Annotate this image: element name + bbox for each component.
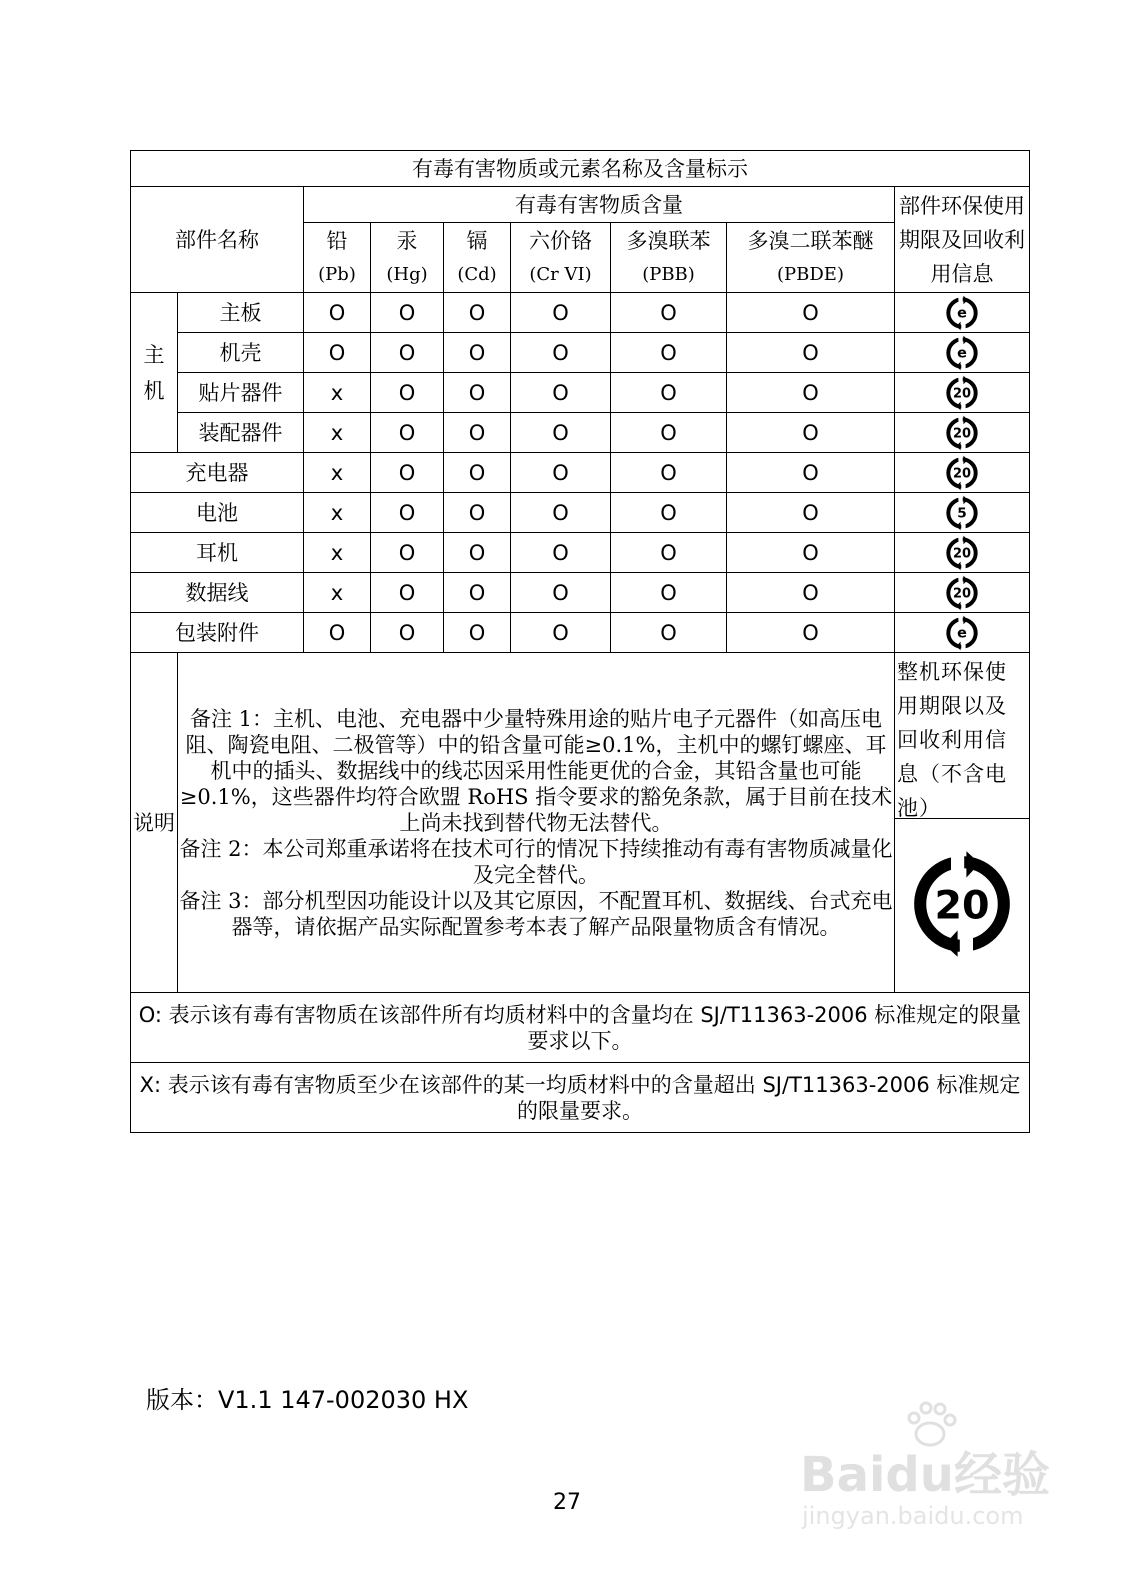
substance-symbol: (Pb) xyxy=(318,263,356,285)
part-name: 机壳 xyxy=(178,333,304,373)
substance-mark: O xyxy=(371,453,444,493)
substance-mark: O xyxy=(511,533,611,573)
substance-symbol: (Hg) xyxy=(386,263,428,285)
substance-mark: O xyxy=(727,573,895,613)
substance-mark: O xyxy=(727,533,895,573)
footnote-x: X: 表示该有毒有害物质至少在该部件的某一均质材料中的含量超出 SJ/T11363-2006 标准规定的限量要求。 xyxy=(131,1063,1030,1133)
part-name: 包装附件 xyxy=(131,613,304,653)
substance-mark: O xyxy=(511,293,611,333)
table-title: 有毒有害物质或元素名称及含量标示 xyxy=(131,151,1030,187)
substance-mark: O xyxy=(611,293,727,333)
watermark-brand: Baidu经验 xyxy=(800,1447,1050,1503)
substance-mark: x xyxy=(304,533,371,573)
epup-e-icon xyxy=(944,615,980,651)
substance-mark: O xyxy=(727,613,895,653)
epup-e-icon xyxy=(944,295,980,331)
substance-mark: O xyxy=(727,333,895,373)
substance-mark: O xyxy=(511,413,611,453)
whole-epup-text: 整机环保使用期限以及回收利用信息（不含电池） xyxy=(895,653,1029,819)
part-name: 耳机 xyxy=(131,533,304,573)
substance-mark: O xyxy=(611,613,727,653)
part-name: 主板 xyxy=(178,293,304,333)
substance-header-3 xyxy=(511,223,611,293)
substance-mark: O xyxy=(611,413,727,453)
epup-cell xyxy=(895,493,1030,533)
substance-name: 多溴联苯 xyxy=(626,228,711,253)
table-row xyxy=(131,453,1030,493)
table-row xyxy=(131,333,1030,373)
epup-cell xyxy=(895,373,1030,413)
substance-mark: O xyxy=(611,333,727,373)
epup-cell xyxy=(895,293,1030,333)
substance-name: 多溴二联苯醚 xyxy=(747,228,874,253)
epup-20-icon xyxy=(944,375,980,411)
substance-mark: O xyxy=(444,453,511,493)
epup-20-icon xyxy=(944,455,980,491)
svg-text:e: e xyxy=(957,345,967,362)
substance-mark: O xyxy=(371,373,444,413)
substance-mark: O xyxy=(611,493,727,533)
epup-cell xyxy=(895,573,1030,613)
epup-cell xyxy=(895,453,1030,493)
baidu-watermark xyxy=(800,1400,1060,1550)
epup-20-icon xyxy=(944,575,980,611)
hazardous-substance-table xyxy=(130,150,1030,1133)
table-row xyxy=(131,573,1030,613)
part-name: 数据线 xyxy=(131,573,304,613)
substance-mark: O xyxy=(511,333,611,373)
part-name: 装配器件 xyxy=(178,413,304,453)
svg-text:20: 20 xyxy=(953,586,972,602)
note-1: 备注 1：主机、电池、充电器中少量特殊用途的贴片电子元器件（如高压电阻、陶瓷电阻、二极管等）中的铅含量可能≥0.1%，主机中的螺钉螺座、耳机中的插头、数据线中的线芯因采用性能更优的合金，其铅含量也可能≥0.1%，这些器件均符合欧盟 RoHS 指令要求的豁免条款，属于目前在技术上尚未找到替代物无法替代。 xyxy=(179,706,893,835)
substance-mark: x xyxy=(304,573,371,613)
substance-mark: O xyxy=(444,613,511,653)
whole-epup-cell xyxy=(895,653,1030,993)
substance-mark: O xyxy=(371,573,444,613)
notes-content xyxy=(178,653,895,993)
svg-text:5: 5 xyxy=(957,505,967,522)
substance-mark: O xyxy=(304,293,371,333)
table-row xyxy=(131,533,1030,573)
svg-text:20: 20 xyxy=(934,882,990,929)
substance-header-1 xyxy=(371,223,444,293)
substance-mark: O xyxy=(371,293,444,333)
substance-mark: O xyxy=(611,573,727,613)
table-row xyxy=(131,613,1030,653)
substance-symbol: (Cd) xyxy=(457,263,497,285)
footnote-o: O: 表示该有毒有害物质在该部件所有均质材料中的含量均在 SJ/T11363-2006 标准规定的限量要求以下。 xyxy=(131,993,1030,1063)
substance-mark: O xyxy=(371,333,444,373)
substance-mark: O xyxy=(371,493,444,533)
substance-mark: O xyxy=(727,293,895,333)
substance-header-0 xyxy=(304,223,371,293)
substance-header-2 xyxy=(444,223,511,293)
substance-mark: O xyxy=(371,413,444,453)
substance-header-5 xyxy=(727,223,895,293)
substance-mark: O xyxy=(727,493,895,533)
substance-mark: O xyxy=(511,573,611,613)
svg-text:e: e xyxy=(957,625,967,642)
substance-mark: O xyxy=(511,373,611,413)
notes-label: 说明 xyxy=(131,653,178,993)
substance-mark: O xyxy=(727,453,895,493)
table-row xyxy=(131,293,1030,333)
part-name: 贴片器件 xyxy=(178,373,304,413)
substance-name: 镉 xyxy=(466,228,488,253)
substance-mark: x xyxy=(304,493,371,533)
substance-name: 汞 xyxy=(396,228,418,253)
substance-mark: O xyxy=(727,373,895,413)
host-group-label: 主 机 xyxy=(131,293,178,453)
page-number: 27 xyxy=(553,1490,581,1515)
watermark-url: jingyan.baidu.com xyxy=(802,1502,1024,1530)
substance-mark: x xyxy=(304,373,371,413)
substance-mark: O xyxy=(511,453,611,493)
epup-cell xyxy=(895,613,1030,653)
note-3: 备注 3：部分机型因功能设计以及其它原因，不配置耳机、数据线、台式充电器等，请依据产品实际配置参考本表了解产品限量物质含有情况。 xyxy=(179,888,893,939)
svg-text:20: 20 xyxy=(953,386,972,402)
epup-20-icon xyxy=(944,415,980,451)
table-body xyxy=(131,293,1030,653)
substance-mark: O xyxy=(304,613,371,653)
substance-mark: O xyxy=(444,413,511,453)
substance-content-header: 有毒有害物质含量 xyxy=(304,187,895,223)
substance-header-4 xyxy=(611,223,727,293)
svg-text:20: 20 xyxy=(953,546,972,562)
substance-mark: O xyxy=(611,373,727,413)
substance-mark: O xyxy=(727,413,895,453)
substance-mark: O xyxy=(444,333,511,373)
note-2: 备注 2：本公司郑重承诺将在技术可行的情况下持续推动有毒有害物质减量化及完全替代。 xyxy=(179,836,893,887)
substance-mark: O xyxy=(444,493,511,533)
part-name-header: 部件名称 xyxy=(131,187,304,293)
substance-mark: O xyxy=(371,613,444,653)
substance-mark: O xyxy=(511,493,611,533)
svg-text:e: e xyxy=(957,305,967,322)
substance-mark: x xyxy=(304,453,371,493)
table-row xyxy=(131,493,1030,533)
epup-header: 部件环保使用期限及回收利用信息 xyxy=(895,187,1030,293)
substance-mark: O xyxy=(611,453,727,493)
substance-symbol: (PBDE) xyxy=(777,263,844,285)
substance-name: 铅 xyxy=(326,228,348,253)
whole-epup-badge-wrap xyxy=(895,819,1029,989)
table-row xyxy=(131,373,1030,413)
part-name: 电池 xyxy=(131,493,304,533)
version-label: 版本：V1.1 147-002030 HX xyxy=(146,1386,469,1414)
substance-mark: O xyxy=(511,613,611,653)
epup-20-icon xyxy=(944,535,980,571)
epup-5-icon xyxy=(944,495,980,531)
substance-mark: O xyxy=(444,293,511,333)
part-name: 充电器 xyxy=(131,453,304,493)
epup-cell xyxy=(895,533,1030,573)
svg-text:20: 20 xyxy=(953,466,972,482)
substance-name: 六价铬 xyxy=(529,228,592,253)
epup-20-large-icon xyxy=(907,849,1017,959)
substance-mark: O xyxy=(611,533,727,573)
substance-mark: O xyxy=(304,333,371,373)
epup-cell xyxy=(895,333,1030,373)
substance-mark: x xyxy=(304,413,371,453)
epup-e-icon xyxy=(944,335,980,371)
epup-cell xyxy=(895,413,1030,453)
table-row xyxy=(131,413,1030,453)
substance-mark: O xyxy=(371,533,444,573)
svg-text:20: 20 xyxy=(953,426,972,442)
substance-mark: O xyxy=(444,533,511,573)
substance-symbol: (PBB) xyxy=(642,263,695,285)
substance-mark: O xyxy=(444,573,511,613)
substance-mark: O xyxy=(444,373,511,413)
substance-symbol: (Cr VI) xyxy=(529,263,592,285)
